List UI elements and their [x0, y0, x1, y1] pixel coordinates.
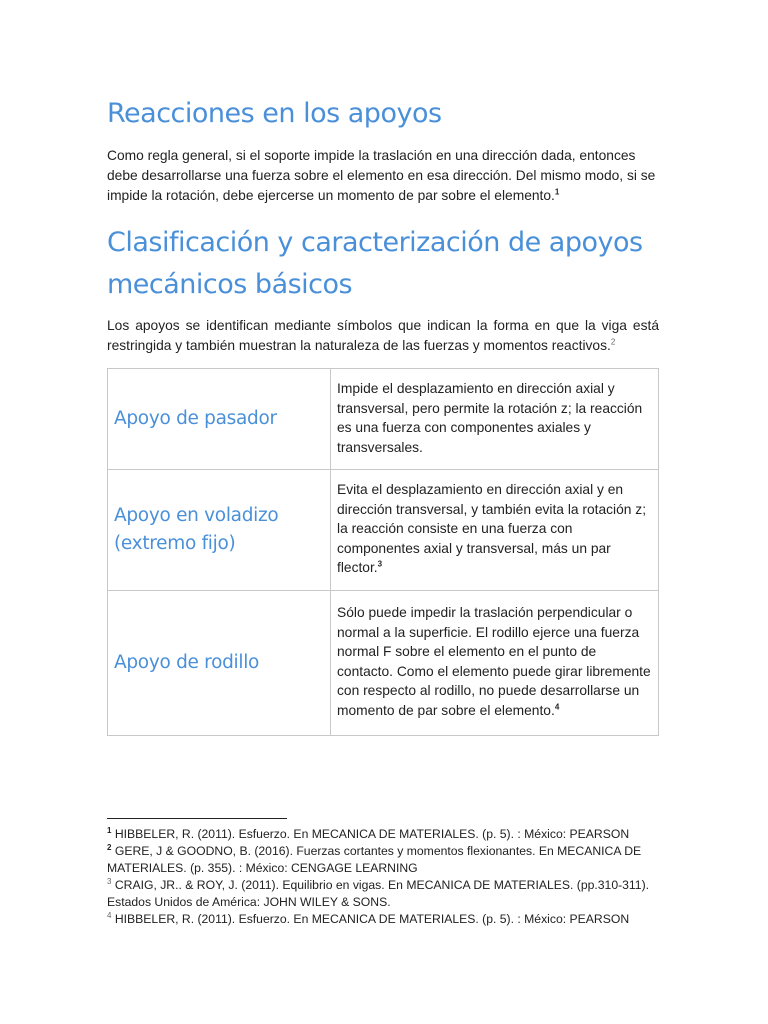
- table-row: [108, 590, 659, 735]
- support-description: [331, 369, 659, 470]
- footnote-item: [107, 877, 667, 911]
- footnote-item: [107, 843, 667, 877]
- heading-clasificacion: Clasificación y caracterización de apoyos mecánicos básicos: [107, 227, 643, 300]
- footnote-separator: [107, 818, 287, 819]
- heading-reacciones: Reacciones en los apoyos: [107, 98, 442, 129]
- support-name: Apoyo de pasador: [108, 369, 331, 470]
- paragraph-reacciones-text: Como regla general, si el soporte impide la traslación en una dirección dada, entonces debe desarrollarse una fuerza sobre el elemento en esa dirección. Del mismo modo, si se impide la rotación, debe ejercerse un momento de par sobre el elemento.: [107, 148, 656, 203]
- footnote-text: CRAIG, JR.. & ROY, J. (2011). Equilibrio en vigas. En MECANICA DE MATERIALES. (pp.310-311). Estados Unidos de América: JOHN WILEY & SONS.: [107, 878, 650, 909]
- footnote-item: [107, 911, 667, 928]
- footnote-number: 2: [107, 842, 112, 852]
- footnote-number: 1: [107, 825, 112, 835]
- paragraph-apoyos-text: Los apoyos se identifican mediante símbolos que indican la forma en que la viga está restringida y también muestran la naturaleza de las fuerzas y momentos reactivos.: [107, 318, 659, 353]
- support-name: Apoyo de rodillo: [108, 590, 331, 735]
- paragraph-reacciones: [107, 146, 659, 206]
- footnote-text: GERE, J & GOODNO, B. (2016). Fuerzas cortantes y momentos flexionantes. En MECANICA DE MATERIALES. (p. 355). : México: CENGAGE LEARNING: [107, 844, 642, 875]
- support-description-text: Impide el desplazamiento en dirección axial y transversal, pero permite la rotación z; la reacción es una fuerza con componentes axiales y transversales.: [337, 381, 643, 455]
- footnote-ref-4: 4: [554, 701, 560, 711]
- footnote-text: HIBBELER, R. (2011). Esfuerzo. En MECANICA DE MATERIALES. (p. 5). : México: PEARSON: [114, 827, 630, 841]
- footnote-number: 3: [107, 876, 112, 886]
- paragraph-apoyos: [107, 316, 659, 356]
- support-name: Apoyo en voladizo (extremo fijo): [108, 470, 331, 591]
- footnote-ref-2: 2: [610, 337, 616, 347]
- supports-table: [107, 368, 659, 736]
- footnote-ref-1: 1: [554, 187, 560, 197]
- footnote-item: [107, 826, 667, 843]
- footnotes: [107, 826, 667, 928]
- footnote-number: 4: [107, 910, 112, 920]
- table-row: [108, 369, 659, 470]
- support-description-text: Sólo puede impedir la traslación perpendicular o normal a la superficie. El rodillo ejerce una fuerza normal F sobre el elemento en el punto de contacto. Como el elemento puede girar libremente con respecto al rodillo, no puede desarrollarse un momento de par sobre el elemento.: [337, 605, 651, 718]
- footnote-ref-3: 3: [377, 559, 383, 569]
- footnote-text: HIBBELER, R. (2011). Esfuerzo. En MECANICA DE MATERIALES. (p. 5). : México: PEARSON: [114, 912, 630, 926]
- support-description: [331, 470, 659, 591]
- support-description-text: Evita el desplazamiento en dirección axial y en dirección transversal, y también evita la rotación z; la reacción consiste en una fuerza con componentes axial y transversal, más un par flector.: [337, 482, 647, 575]
- table-row: [108, 470, 659, 591]
- support-description: [331, 590, 659, 735]
